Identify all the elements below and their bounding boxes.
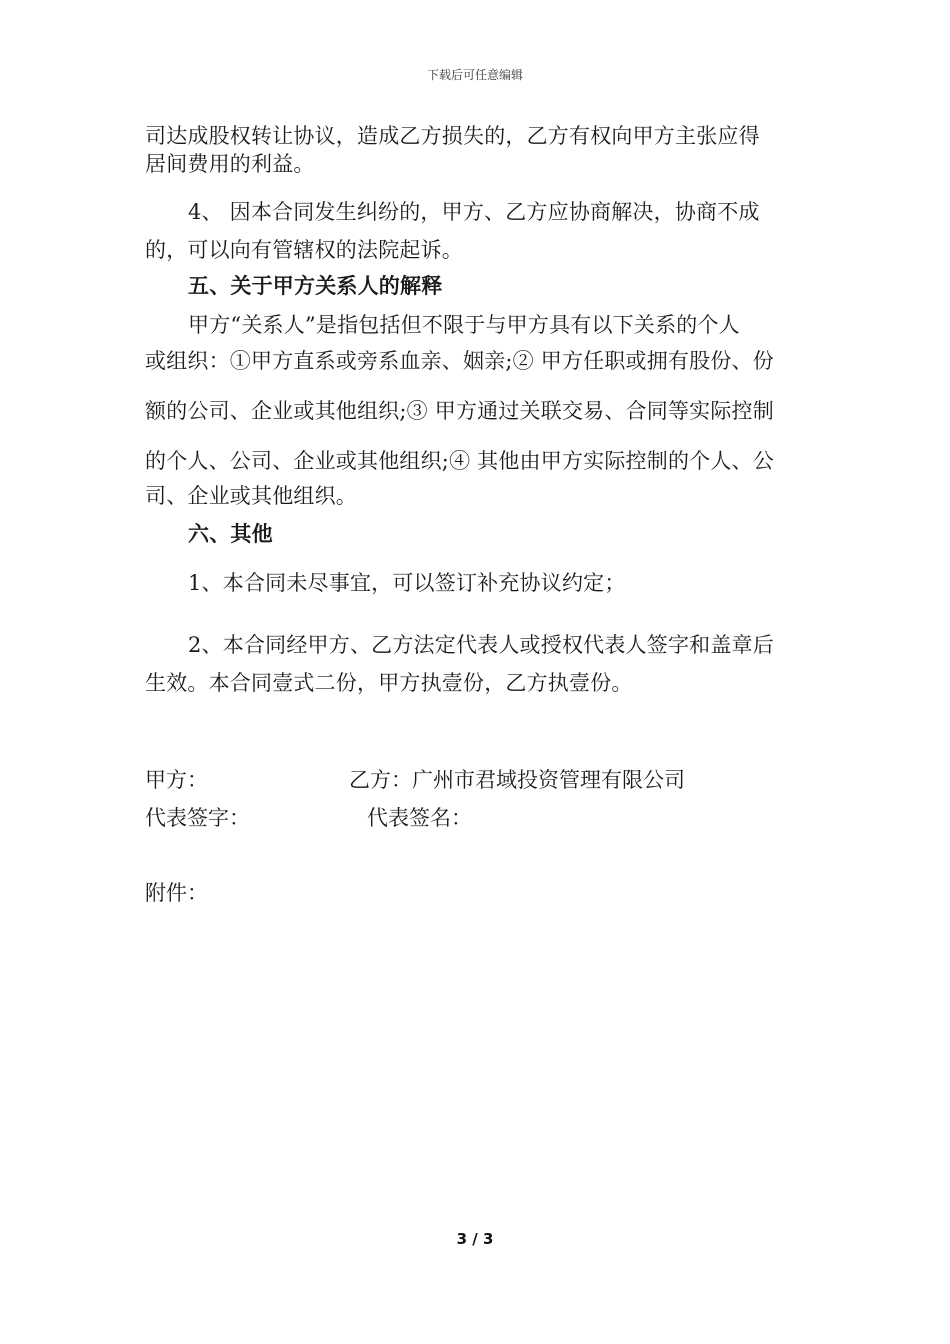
- party-b-label: 乙方：广州市君域投资管理有限公司: [349, 768, 685, 792]
- paragraph-3-line-5: 司、企业或其他组织。: [145, 484, 357, 508]
- header-note: 下载后可任意编辑: [426, 68, 523, 82]
- item-2-line-2: 生效。本合同壹式二份，甲方执壹份，乙方执壹份。: [145, 671, 633, 695]
- attachment-label: 附件：: [145, 881, 208, 905]
- paragraph-3-line-2: 或组织：①甲方直系或旁系血亲、姻亲;② 甲方任职或拥有股份、份: [145, 349, 774, 373]
- page-number: 3 / 3: [456, 1230, 494, 1248]
- paragraph-1-line-1: 司达成股权转让协议，造成乙方损失的，乙方有权向甲方主张应得: [145, 124, 760, 148]
- paragraph-2-line-2: 的，可以向有管辖权的法院起诉。: [145, 238, 463, 262]
- paragraph-1-line-2: 居间费用的利益。: [145, 152, 315, 176]
- paragraph-3-line-3: 额的公司、企业或其他组织;③ 甲方通过关联交易、合同等实际控制: [145, 399, 774, 423]
- rep-b-signature-label: 代表签名：: [367, 806, 472, 830]
- item-2-line-1: 2、本合同经甲方、乙方法定代表人或授权代表人签字和盖章后: [188, 633, 774, 657]
- section-6-title: 六、其他: [188, 522, 273, 546]
- paragraph-2-line-1: 4、 因本合同发生纠纷的，甲方、乙方应协商解决，协商不成: [188, 200, 760, 224]
- party-a-label: 甲方：: [145, 768, 208, 792]
- item-1: 1、本合同未尽事宜，可以签订补充协议约定；: [188, 571, 626, 595]
- paragraph-3-line-4: 的个人、公司、企业或其他组织;④ 其他由甲方实际控制的个人、公: [145, 449, 774, 473]
- rep-a-signature-label: 代表签字：: [145, 806, 250, 830]
- section-5-title: 五、关于甲方关系人的解释: [188, 274, 443, 298]
- paragraph-3-line-1: 甲方“关系人”是指包括但不限于与甲方具有以下关系的个人: [188, 313, 740, 337]
